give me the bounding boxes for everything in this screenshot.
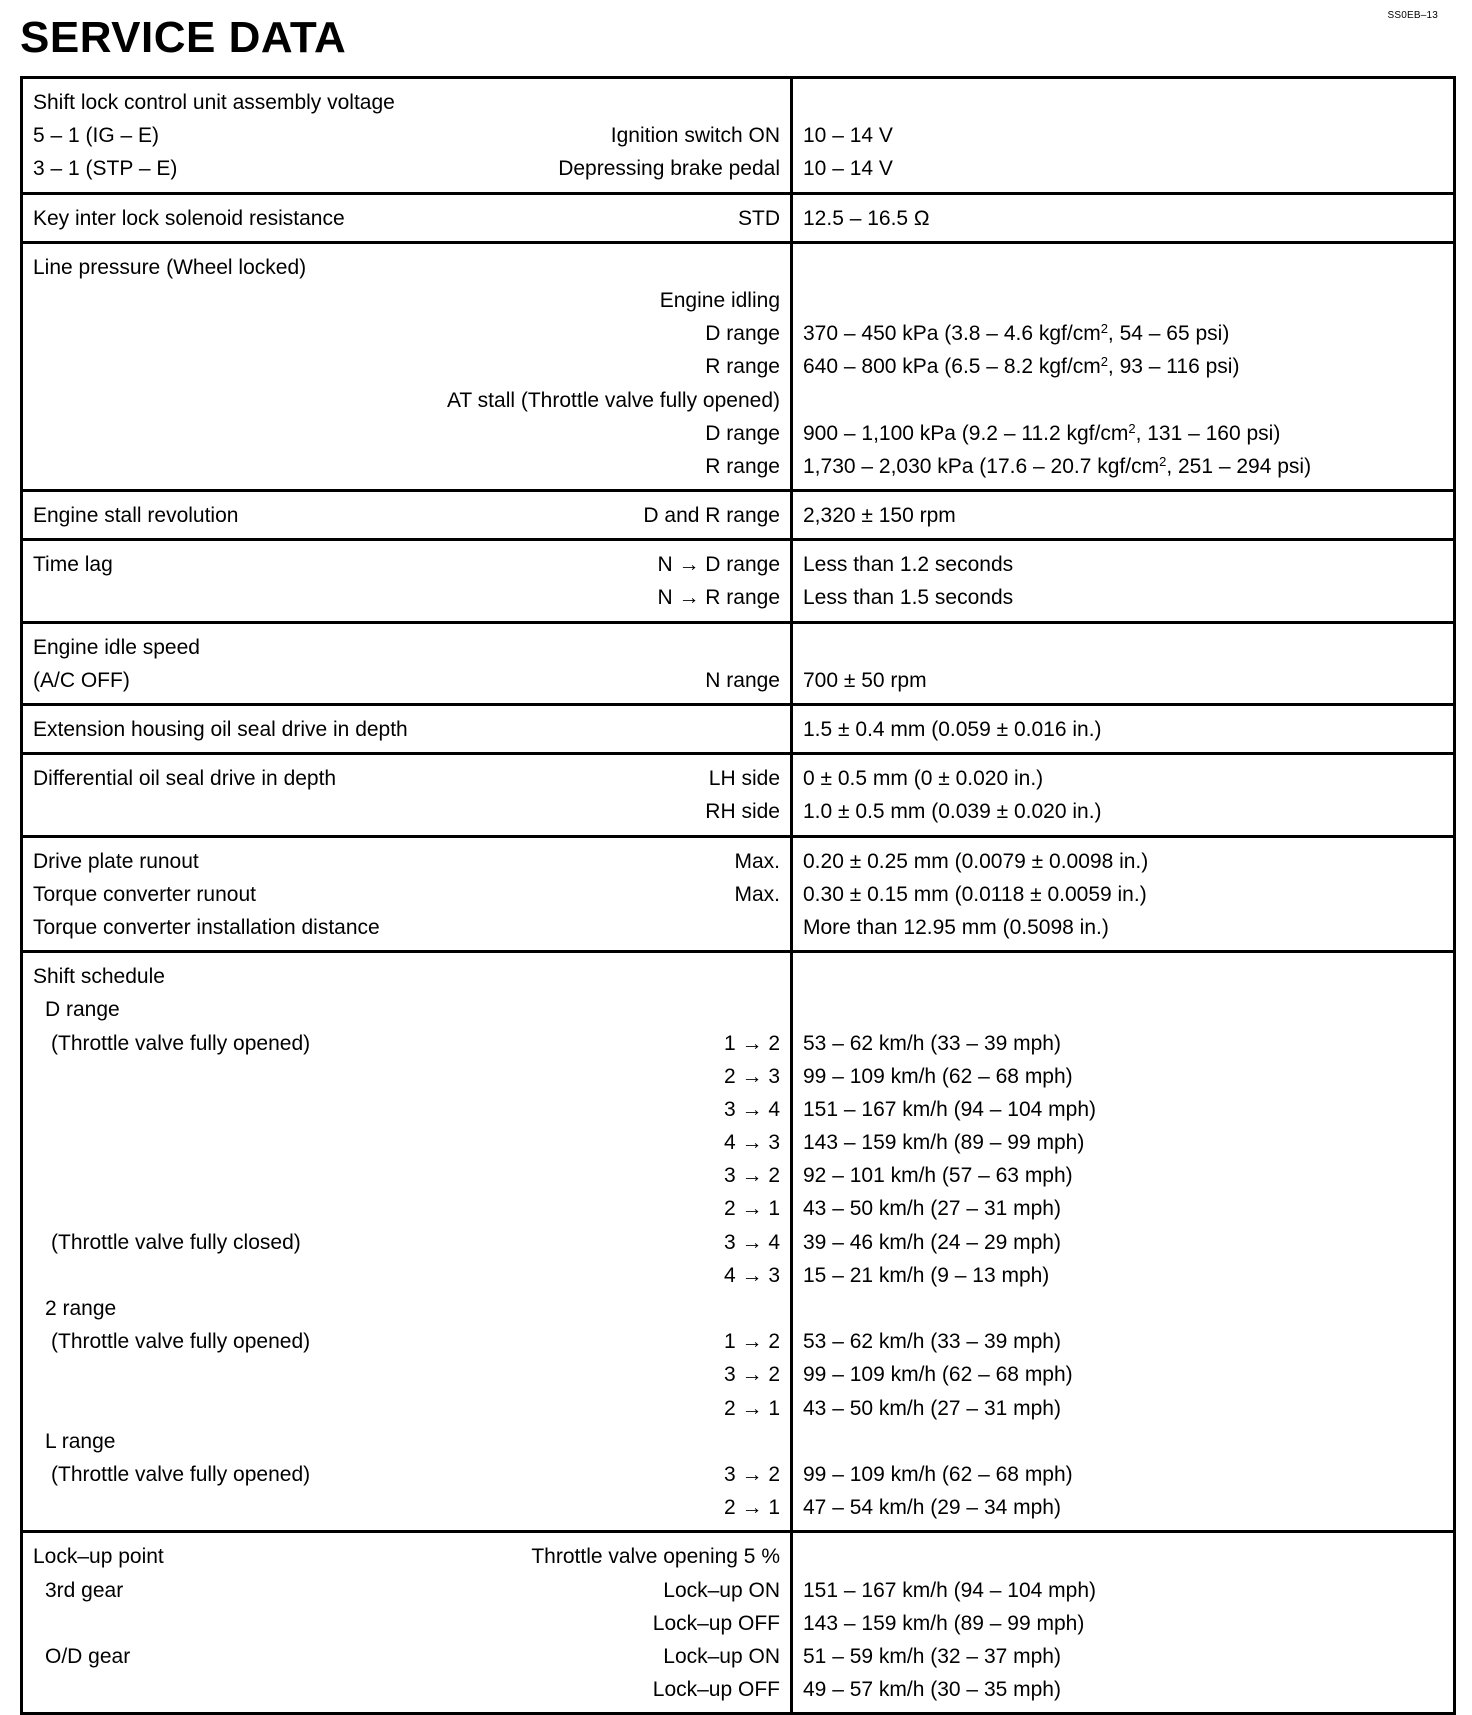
spec-value-text: 43 – 50 km/h (27 – 31 mph) xyxy=(803,1396,1061,1420)
spec-condition: Depressing brake pedal xyxy=(558,157,780,181)
spec-value-column xyxy=(793,79,1453,192)
spec-condition: D range xyxy=(705,421,780,445)
spec-value xyxy=(803,1259,1443,1292)
spec-value xyxy=(803,1358,1443,1391)
spec-value xyxy=(803,548,1443,581)
spec-value xyxy=(803,1027,1443,1060)
spec-line xyxy=(33,581,780,614)
spec-section xyxy=(23,621,1453,703)
unit-exponent: 2 xyxy=(1128,420,1136,436)
spec-line xyxy=(33,1226,780,1259)
spec-item-column xyxy=(23,492,793,538)
spec-label: L range xyxy=(45,1429,116,1453)
spec-condition: R range xyxy=(705,454,780,478)
spec-label: Time lag xyxy=(33,553,113,577)
spec-value xyxy=(803,911,1443,944)
spec-item-column xyxy=(23,541,793,620)
spec-value xyxy=(803,417,1443,450)
spec-line xyxy=(33,960,780,993)
spec-value-text: 10 – 14 V xyxy=(803,124,893,148)
spec-value-tail: , 54 – 65 psi) xyxy=(1107,322,1230,346)
spec-value xyxy=(803,350,1443,383)
spec-value-tail: , 93 – 116 psi) xyxy=(1107,355,1240,379)
spec-line xyxy=(33,1607,780,1640)
spec-section xyxy=(23,192,1453,241)
spec-value-text: 99 – 109 km/h (62 – 68 mph) xyxy=(803,1064,1073,1088)
spec-value-column xyxy=(793,541,1453,620)
spec-label: (A/C OFF) xyxy=(33,668,130,692)
spec-line xyxy=(33,1358,780,1391)
spec-line xyxy=(33,450,780,483)
spec-condition: 2 → 1 xyxy=(723,1396,780,1420)
spec-value xyxy=(803,960,1443,993)
spec-value-text: 640 – 800 kPa (6.5 – 8.2 kgf/cm xyxy=(803,355,1101,379)
spec-value xyxy=(803,581,1443,614)
spec-line xyxy=(33,152,780,185)
spec-condition: Max. xyxy=(734,882,780,906)
spec-value-column xyxy=(793,838,1453,951)
spec-line xyxy=(33,713,780,746)
spec-condition: N range xyxy=(705,668,780,692)
spec-section xyxy=(23,1530,1453,1712)
spec-line xyxy=(33,1325,780,1358)
spec-line xyxy=(33,119,780,152)
spec-value-text: 99 – 109 km/h (62 – 68 mph) xyxy=(803,1363,1073,1387)
spec-value-text: 47 – 54 km/h (29 – 34 mph) xyxy=(803,1496,1061,1520)
spec-line xyxy=(33,284,780,317)
spec-condition: 3 → 2 xyxy=(723,1363,780,1387)
spec-value xyxy=(803,119,1443,152)
spec-line xyxy=(33,1292,780,1325)
page-title: SERVICE DATA xyxy=(20,13,347,62)
spec-section xyxy=(23,835,1453,951)
spec-item-column xyxy=(23,838,793,951)
spec-line xyxy=(33,417,780,450)
spec-label: 2 range xyxy=(45,1297,117,1320)
spec-label: Drive plate runout xyxy=(33,849,199,873)
spec-value xyxy=(803,993,1443,1026)
spec-line xyxy=(33,202,780,235)
spec-section xyxy=(23,950,1453,1530)
spec-value-text: 15 – 21 km/h (9 – 13 mph) xyxy=(803,1263,1050,1287)
spec-condition: AT stall (Throttle valve fully opened) xyxy=(446,388,780,412)
spec-label: O/D gear xyxy=(45,1644,131,1668)
spec-item-column xyxy=(23,706,793,752)
spec-value-tail: , 251 – 294 psi) xyxy=(1166,454,1312,478)
spec-label: Lock–up point xyxy=(33,1545,164,1569)
spec-value-text: 151 – 167 km/h (94 – 104 mph) xyxy=(803,1578,1097,1602)
spec-line xyxy=(33,1458,780,1491)
spec-item-column xyxy=(23,1533,793,1712)
spec-value xyxy=(803,1159,1443,1192)
spec-line xyxy=(33,86,780,119)
spec-label: Shift lock control unit assembly voltage xyxy=(33,91,395,114)
spec-value-text: Less than 1.2 seconds xyxy=(803,553,1014,577)
spec-value xyxy=(803,1392,1443,1425)
spec-value xyxy=(803,1292,1443,1325)
spec-value xyxy=(803,1491,1443,1524)
spec-label: Key inter lock solenoid resistance xyxy=(33,206,345,230)
spec-condition: 2 → 3 xyxy=(723,1064,780,1088)
spec-condition: Max. xyxy=(734,849,780,873)
spec-condition: Lock–up OFF xyxy=(652,1678,780,1702)
spec-item-column xyxy=(23,79,793,192)
spec-value xyxy=(803,878,1443,911)
spec-value xyxy=(803,1425,1443,1458)
spec-value xyxy=(803,795,1443,828)
spec-value xyxy=(803,1640,1443,1673)
spec-line xyxy=(33,1259,780,1292)
spec-line xyxy=(33,1192,780,1225)
spec-value-text: 143 – 159 km/h (89 – 99 mph) xyxy=(803,1131,1085,1155)
spec-condition: 3 → 2 xyxy=(723,1462,780,1486)
spec-line xyxy=(33,664,780,697)
spec-condition: 4 → 3 xyxy=(723,1263,780,1287)
spec-line xyxy=(33,1640,780,1673)
spec-value xyxy=(803,152,1443,185)
spec-value-text: Less than 1.5 seconds xyxy=(803,586,1014,610)
spec-value-text: 1.5 ± 0.4 mm (0.059 ± 0.016 in.) xyxy=(803,718,1102,741)
spec-condition: N → R range xyxy=(657,586,780,610)
unit-exponent: 2 xyxy=(1159,453,1167,469)
spec-value-text: 2,320 ± 150 rpm xyxy=(803,504,956,528)
spec-item-column xyxy=(23,244,793,489)
spec-value-column xyxy=(793,492,1453,538)
spec-condition: Engine idling xyxy=(659,288,780,312)
spec-label: Engine stall revolution xyxy=(33,504,239,528)
spec-line xyxy=(33,384,780,417)
spec-condition: 3 → 2 xyxy=(723,1164,780,1188)
spec-line xyxy=(33,845,780,878)
spec-value-text: 0.30 ± 0.15 mm (0.0118 ± 0.0059 in.) xyxy=(803,882,1147,906)
spec-value xyxy=(803,317,1443,350)
spec-value-text: 10 – 14 V xyxy=(803,157,893,181)
spec-value-text: 39 – 46 km/h (24 – 29 mph) xyxy=(803,1230,1061,1254)
spec-value xyxy=(803,1540,1443,1573)
spec-value xyxy=(803,1325,1443,1358)
spec-value xyxy=(803,713,1443,746)
spec-label: 5 – 1 (IG – E) xyxy=(33,124,160,148)
spec-condition: 1 → 2 xyxy=(723,1031,780,1055)
spec-condition: Lock–up ON xyxy=(663,1644,780,1668)
spec-value xyxy=(803,1607,1443,1640)
spec-value xyxy=(803,845,1443,878)
spec-line xyxy=(33,317,780,350)
spec-value xyxy=(803,1458,1443,1491)
spec-condition: Lock–up OFF xyxy=(652,1611,780,1635)
spec-condition: D and R range xyxy=(643,504,780,528)
spec-condition: Lock–up ON xyxy=(663,1578,780,1602)
spec-line xyxy=(33,1673,780,1706)
spec-value-text: 700 ± 50 rpm xyxy=(803,668,927,692)
spec-line xyxy=(33,1392,780,1425)
spec-label: 3rd gear xyxy=(45,1578,124,1602)
spec-label: (Throttle valve fully opened) xyxy=(51,1031,311,1055)
spec-condition: Ignition switch ON xyxy=(610,124,780,148)
spec-value-text: 900 – 1,100 kPa (9.2 – 11.2 kgf/cm xyxy=(803,421,1129,445)
unit-exponent: 2 xyxy=(1100,354,1108,370)
service-data-table xyxy=(20,76,1456,1715)
spec-value-text: 53 – 62 km/h (33 – 39 mph) xyxy=(803,1031,1061,1055)
spec-line xyxy=(33,631,780,664)
spec-value xyxy=(803,1192,1443,1225)
document-code: SS0EB–13 xyxy=(1387,10,1438,21)
spec-condition: 3 → 4 xyxy=(723,1230,780,1254)
spec-value xyxy=(803,202,1443,235)
spec-label: (Throttle valve fully opened) xyxy=(51,1462,311,1486)
spec-condition: N → D range xyxy=(657,553,780,577)
spec-item-column xyxy=(23,624,793,703)
spec-value-text: 0.20 ± 0.25 mm (0.0079 ± 0.0098 in.) xyxy=(803,849,1149,873)
spec-value xyxy=(803,664,1443,697)
spec-value-column xyxy=(793,953,1453,1530)
spec-section xyxy=(23,703,1453,752)
spec-value-column xyxy=(793,706,1453,752)
spec-line xyxy=(33,878,780,911)
spec-value-column xyxy=(793,624,1453,703)
spec-condition: 2 → 1 xyxy=(723,1197,780,1221)
spec-value-text: 51 – 59 km/h (32 – 37 mph) xyxy=(803,1644,1061,1668)
spec-value xyxy=(803,86,1443,119)
spec-condition: 3 → 4 xyxy=(723,1097,780,1121)
spec-line xyxy=(33,1027,780,1060)
spec-label: (Throttle valve fully closed) xyxy=(51,1230,301,1254)
spec-line xyxy=(33,993,780,1026)
spec-value xyxy=(803,1060,1443,1093)
spec-label: Differential oil seal drive in depth xyxy=(33,767,337,791)
unit-exponent: 2 xyxy=(1100,320,1108,336)
spec-label: Torque converter installation distance xyxy=(33,915,380,939)
spec-condition: D range xyxy=(705,322,780,346)
spec-condition: 1 → 2 xyxy=(723,1330,780,1354)
spec-value xyxy=(803,384,1443,417)
spec-value-column xyxy=(793,195,1453,241)
spec-value xyxy=(803,284,1443,317)
spec-line xyxy=(33,762,780,795)
spec-label: (Throttle valve fully opened) xyxy=(51,1330,311,1354)
spec-value-text: 43 – 50 km/h (27 – 31 mph) xyxy=(803,1197,1061,1221)
spec-value-text: More than 12.95 mm (0.5098 in.) xyxy=(803,915,1109,939)
spec-line xyxy=(33,1093,780,1126)
spec-value xyxy=(803,1673,1443,1706)
spec-value-text: 151 – 167 km/h (94 – 104 mph) xyxy=(803,1097,1097,1121)
spec-value-text: 92 – 101 km/h (57 – 63 mph) xyxy=(803,1164,1073,1188)
spec-label: Torque converter runout xyxy=(33,882,256,906)
spec-condition: STD xyxy=(738,206,780,230)
spec-line xyxy=(33,350,780,383)
spec-line xyxy=(33,499,780,532)
spec-section xyxy=(23,489,1453,538)
spec-value xyxy=(803,1093,1443,1126)
spec-value xyxy=(803,1574,1443,1607)
spec-line xyxy=(33,1425,780,1458)
spec-item-column xyxy=(23,195,793,241)
spec-line xyxy=(33,795,780,828)
spec-label: Shift schedule xyxy=(33,965,165,989)
spec-line xyxy=(33,1574,780,1607)
spec-condition: 2 → 1 xyxy=(723,1496,780,1520)
spec-condition: LH side xyxy=(708,767,780,791)
spec-value-text: 1.0 ± 0.5 mm (0.039 ± 0.020 in.) xyxy=(803,800,1102,824)
spec-value xyxy=(803,1126,1443,1159)
spec-value xyxy=(803,631,1443,664)
spec-condition: R range xyxy=(705,355,780,379)
spec-value-tail: , 131 – 160 psi) xyxy=(1135,421,1281,445)
spec-line xyxy=(33,1491,780,1524)
spec-line xyxy=(33,1126,780,1159)
spec-label: D range xyxy=(45,998,120,1022)
spec-value-text: 99 – 109 km/h (62 – 68 mph) xyxy=(803,1462,1073,1486)
spec-value-text: 370 – 450 kPa (3.8 – 4.6 kgf/cm xyxy=(803,322,1101,346)
spec-value xyxy=(803,251,1443,284)
spec-line xyxy=(33,911,780,944)
spec-item-column xyxy=(23,755,793,834)
spec-label: Extension housing oil seal drive in depth xyxy=(33,718,408,741)
spec-value xyxy=(803,499,1443,532)
spec-section xyxy=(23,752,1453,834)
spec-value-column xyxy=(793,1533,1453,1712)
spec-line xyxy=(33,1540,780,1573)
spec-condition: 4 → 3 xyxy=(723,1131,780,1155)
spec-value xyxy=(803,762,1443,795)
spec-item-column xyxy=(23,953,793,1530)
spec-line xyxy=(33,1060,780,1093)
spec-value-column xyxy=(793,755,1453,834)
spec-section xyxy=(23,538,1453,620)
spec-section xyxy=(23,79,1453,192)
spec-line xyxy=(33,548,780,581)
spec-condition: RH side xyxy=(705,800,780,824)
spec-value xyxy=(803,450,1443,483)
spec-label: Engine idle speed xyxy=(33,635,200,659)
spec-condition: Throttle valve opening 5 % xyxy=(531,1545,780,1569)
spec-value-text: 0 ± 0.5 mm (0 ± 0.020 in.) xyxy=(803,767,1044,791)
spec-value-text: 49 – 57 km/h (30 – 35 mph) xyxy=(803,1678,1061,1702)
spec-label: 3 – 1 (STP – E) xyxy=(33,157,178,181)
spec-section xyxy=(23,241,1453,489)
spec-value xyxy=(803,1226,1443,1259)
spec-value-text: 12.5 – 16.5 Ω xyxy=(803,206,930,230)
spec-value-text: 53 – 62 km/h (33 – 39 mph) xyxy=(803,1330,1061,1354)
spec-value-text: 1,730 – 2,030 kPa (17.6 – 20.7 kgf/cm xyxy=(803,454,1160,478)
spec-value-text: 143 – 159 km/h (89 – 99 mph) xyxy=(803,1611,1085,1635)
spec-line xyxy=(33,251,780,284)
spec-label: Line pressure (Wheel locked) xyxy=(33,255,307,279)
spec-value-column xyxy=(793,244,1453,489)
spec-line xyxy=(33,1159,780,1192)
